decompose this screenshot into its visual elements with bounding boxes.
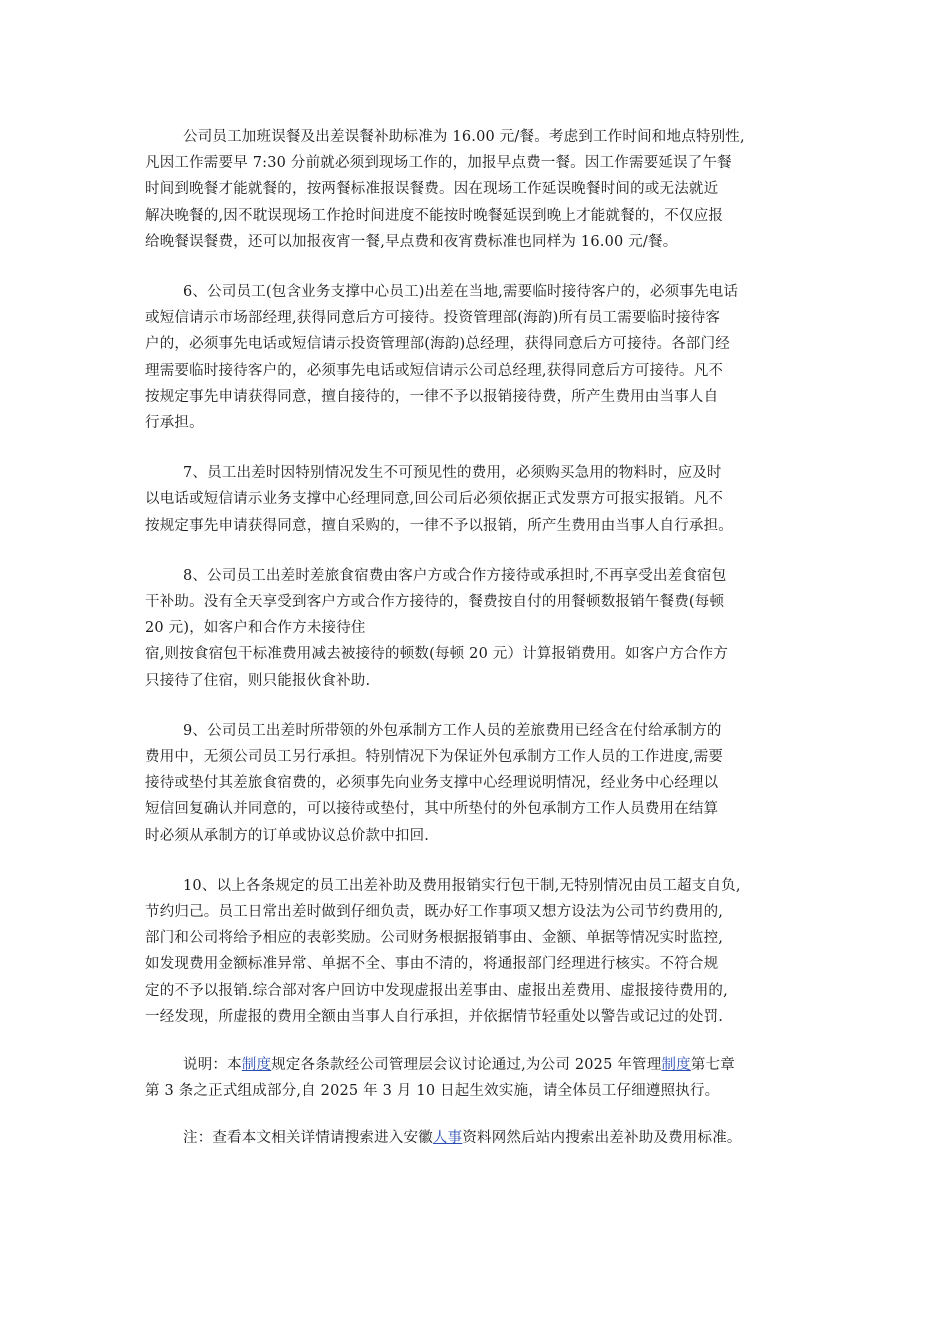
text-line <box>145 1125 815 1151</box>
text-line <box>145 1052 815 1078</box>
text-line: 按规定事先申请获得同意，擅自接待的，一律不予以报销接待费，所产生费用由当事人自 <box>145 388 719 405</box>
clause-7-paragraph <box>145 460 815 539</box>
footer-text: 资料网然后站内搜索出差补助及费用标准。 <box>462 1129 742 1146</box>
text-line: 给晚餐误餐费，还可以加报夜宵一餐,早点费和夜宵费标准也同样为 16.00 元/餐。 <box>145 233 678 250</box>
text-line: 干补助。没有全天享受到客户方或合作方接待的，餐费按自付的用餐顿数报销午餐费(每顿 <box>145 594 725 611</box>
text-line: 时必须从承制方的订单或协议总价款中扣回. <box>145 827 430 844</box>
text-line: 公司员工加班误餐及出差误餐补助标准为 16.00 元/餐。考虑到工作时间和地点特别性, <box>183 129 745 145</box>
meal-allowance-paragraph <box>145 124 815 255</box>
text-line: 以电话或短信请示业务支撑中心经理同意,回公司后必须依据正式发票方可报实报销。凡不 <box>145 491 724 508</box>
text-line: 宿,则按食宿包干标准费用减去被接待的顿数(每顿 20 元）计算报销费用。如客户方合作方 <box>145 646 729 663</box>
text-line: 短信回复确认并同意的，可以接待或垫付，其中所垫付的外包承制方工作人员费用在结算 <box>145 801 719 818</box>
text-line: 8、公司员工出差时差旅食宿费由客户方或合作方接待或承担时,不再享受出差食宿包 <box>183 567 727 584</box>
document-body <box>145 124 815 1151</box>
system-link[interactable]: 制度 <box>661 1057 691 1074</box>
personnel-link[interactable]: 人事 <box>432 1129 463 1146</box>
clause-8-paragraph <box>145 563 815 694</box>
text-line: 第 3 条之正式组成部分,自 2025 年 3 月 10 日起生效实施，请全体员工仔细遵照执行。 <box>145 1083 720 1100</box>
clause-9-paragraph <box>145 718 815 849</box>
text-line: 接待或垫付其差旅食宿费的，必须事先向业务支撑中心经理说明情况，经业务中心经理以 <box>145 775 719 792</box>
text-line: 9、公司员工出差时所带领的外包承制方工作人员的差旅费用已经含在付给承制方的 <box>183 722 722 739</box>
text-line: 部门和公司将给予相应的表彰奖励。公司财务根据报销事由、金额、单据等情况实时监控, <box>145 930 724 947</box>
note-text: 规定各条款经公司管理层会议讨论通过,为公司 2025 年管理 <box>271 1057 662 1074</box>
text-line: 7、员工出差时因特别情况发生不可预见性的费用，必须购买急用的物料时，应及时 <box>183 465 722 482</box>
text-line: 时间到晚餐才能就餐的，按两餐标准报误餐费。因在现场工作延误晚餐时间的或无法就近 <box>145 181 719 198</box>
text-line: 10、以上各条规定的员工出差补助及费用报销实行包干制,无特别情况由员工超支自负, <box>183 877 741 894</box>
text-line: 解决晚餐的,因不耽误现场工作抢时间进度不能按时晚餐延误到晚上才能就餐的，不仅应报 <box>145 207 724 224</box>
clause-6-paragraph <box>145 279 815 436</box>
text-line: 按规定事先申请获得同意，擅自采购的，一律不予以报销，所产生费用由当事人自行承担。 <box>145 517 733 534</box>
text-line: 20 元)，如客户和合作方未接待住 <box>145 620 366 637</box>
note-text: 第七章 <box>690 1057 735 1074</box>
explanation-note <box>145 1052 815 1104</box>
text-line: 或短信请示市场部经理,获得同意后方可接待。投资管理部(海韵)所有员工需要临时接待客 <box>145 310 721 327</box>
text-line: 理需要临时接待客户的，必须事先电话或短信请示公司总经理,获得同意后方可接待。凡不 <box>145 362 724 379</box>
text-line: 一经发现，所虚报的费用全额由当事人自行承担，并依据情节轻重处以警告或记过的处罚. <box>145 1008 724 1025</box>
text-line: 6、公司员工(包含业务支撑中心员工)出差在当地,需要临时接待客户的，必须事先电话 <box>183 284 739 301</box>
text-line: 费用中，无须公司员工另行承担。特别情况下为保证外包承制方工作人员的工作进度,需要 <box>145 749 724 766</box>
clause-10-paragraph <box>145 873 815 1030</box>
system-link[interactable]: 制度 <box>241 1057 272 1074</box>
note-text: 说明：本 <box>183 1057 242 1074</box>
text-line: 行承担。 <box>145 415 204 432</box>
text-line: 节约归己。员工日常出差时做到仔细负责，既办好工作事项又想方设法为公司节约费用的, <box>145 904 724 921</box>
text-line: 户的，必须事先电话或短信请示投资管理部(海韵)总经理，获得同意后方可接待。各部门经 <box>145 336 731 353</box>
text-line: 如发现费用金额标准异常、单据不全、事由不清的，将通报部门经理进行核实。不符合规 <box>145 956 719 973</box>
text-line: 定的不予以报销.综合部对客户回访中发现虚报出差事由、虚报出差费用、虚报接待费用的, <box>145 982 728 999</box>
text-line: 只接待了住宿，则只能报伙食补助. <box>145 672 371 689</box>
footer-text: 注：查看本文相关详情请搜索进入安徽 <box>183 1129 433 1146</box>
text-line: 凡因工作需要早 7:30 分前就必须到现场工作的，加报早点费一餐。因工作需要延误了午餐 <box>145 155 732 172</box>
footer-note <box>145 1125 815 1151</box>
